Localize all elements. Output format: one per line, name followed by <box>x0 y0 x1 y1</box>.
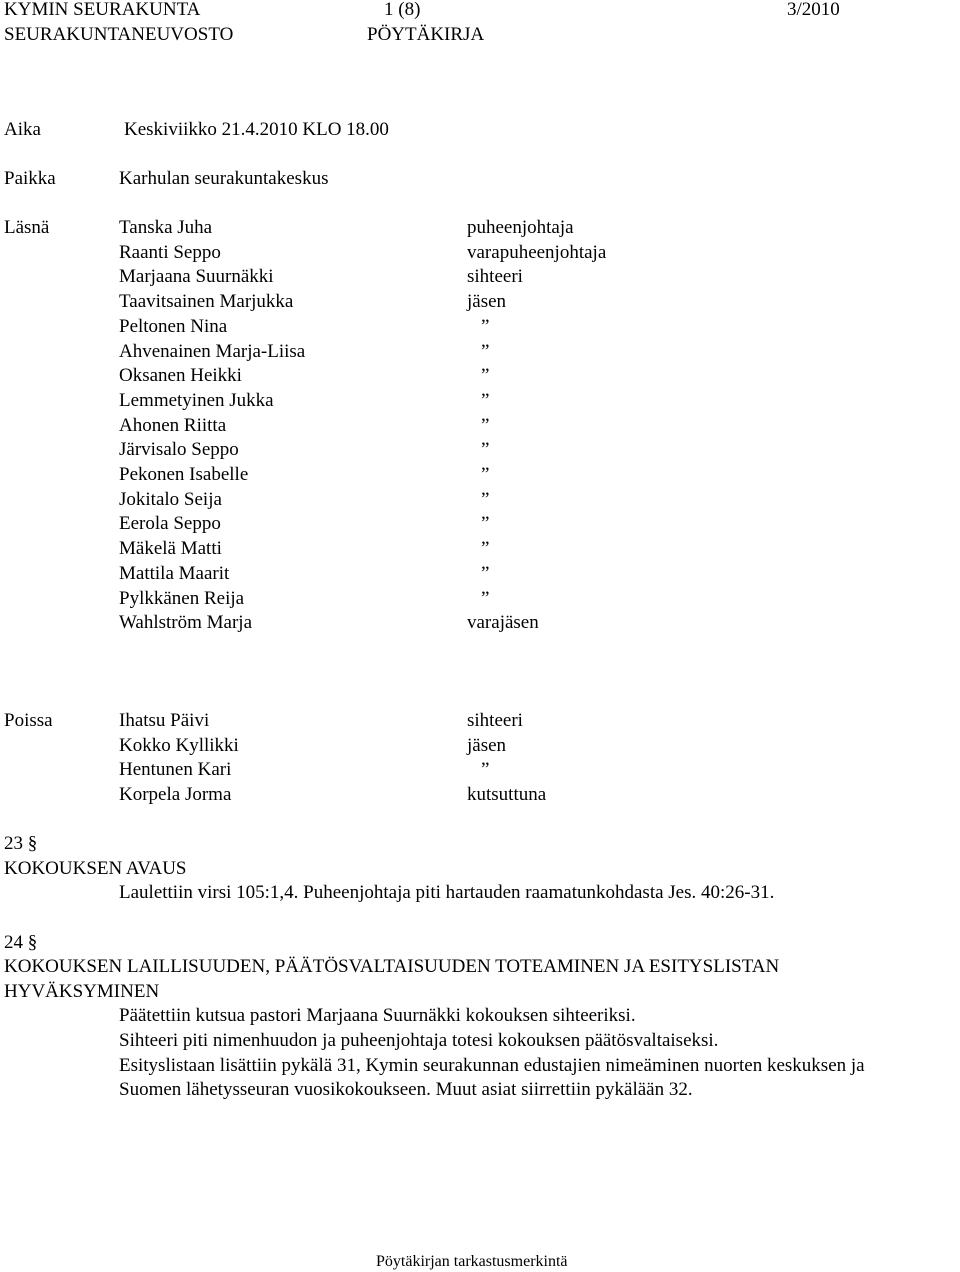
member-role-ditto: ” <box>481 538 490 560</box>
member-role-ditto: ” <box>481 315 490 337</box>
page-number: 1 (8) <box>384 0 421 20</box>
document-type: PÖYTÄKIRJA <box>367 24 485 45</box>
member-name: Wahlström Marja <box>119 612 253 634</box>
member-role-ditto: ” <box>481 340 490 362</box>
member-name: Ahvenainen Marja-Liisa <box>119 340 306 362</box>
member-name: Lemmetyinen Jukka <box>119 389 274 411</box>
member-role: kutsuttuna <box>467 784 547 806</box>
member-name: Mäkelä Matti <box>119 538 222 560</box>
member-role: sihteeri <box>467 266 523 288</box>
member-role-ditto: ” <box>481 389 490 411</box>
member-role-ditto: ” <box>481 562 490 584</box>
time-label: Aika <box>4 119 41 140</box>
section-24-paragraph: Esityslistaan lisättiin pykälä 31, Kymin seurakunnan edustajien nimeäminen nuorten keskuksen ja <box>119 1055 865 1076</box>
member-name: Ahonen Riitta <box>119 414 227 436</box>
member-name: Mattila Maarit <box>119 562 230 584</box>
member-name: Pylkkänen Reija <box>119 587 245 609</box>
section-23-title: KOKOUKSEN AVAUS <box>4 858 187 879</box>
member-name: Pekonen Isabelle <box>119 464 249 485</box>
member-name: Peltonen Nina <box>119 315 228 337</box>
time-value: Keskiviikko 21.4.2010 KLO 18.00 <box>124 119 389 140</box>
member-name: Kokko Kyllikki <box>119 734 239 756</box>
member-name: Marjaana Suurnäkki <box>119 266 274 288</box>
member-role-ditto: ” <box>481 513 490 535</box>
member-name: Hentunen Kari <box>119 759 232 781</box>
absent-label: Poissa <box>4 710 53 731</box>
member-role-ditto: ” <box>481 439 490 461</box>
section-23-paragraph: Laulettiin virsi 105:1,4. Puheenjohtaja piti hartauden raamatunkohdasta Jes. 40:26-31. <box>119 882 775 903</box>
member-role-ditto: ” <box>481 587 490 609</box>
member-role: varajäsen <box>467 612 539 634</box>
place-value: Karhulan seurakuntakeskus <box>119 168 329 189</box>
section-24-paragraph: Suomen lähetysseuran vuosikokoukseen. Muut asiat siirrettiin pykälään 32. <box>119 1079 693 1100</box>
member-role-ditto: ” <box>481 488 490 510</box>
member-role: jäsen <box>467 291 507 313</box>
section-24-paragraph: Sihteeri piti nimenhuudon ja puheenjohtaja totesi kokouksen päätösvaltaiseksi. <box>119 1030 719 1051</box>
member-role: jäsen <box>467 734 507 756</box>
member-name: Tanska Juha <box>119 217 213 238</box>
member-role-ditto: ” <box>481 464 490 485</box>
place-label: Paikka <box>4 168 56 189</box>
member-name: Eerola Seppo <box>119 513 221 535</box>
section-24-title-continued: HYVÄKSYMINEN <box>4 981 160 1002</box>
meeting-number: 3/2010 <box>787 0 840 20</box>
member-role: sihteeri <box>467 710 523 731</box>
member-role: puheenjohtaja <box>467 217 574 238</box>
section-23-number: 23 § <box>4 833 38 854</box>
organization-name: KYMIN SEURAKUNTA <box>4 0 201 20</box>
member-name: Raanti Seppo <box>119 241 221 263</box>
member-name: Jokitalo Seija <box>119 488 222 510</box>
member-name: Korpela Jorma <box>119 784 232 806</box>
member-role-ditto: ” <box>481 414 490 436</box>
section-24-title: KOKOUKSEN LAILLISUUDEN, PÄÄTÖSVALTAISUUDEN TOTEAMINEN JA ESITYSLISTAN <box>4 956 780 977</box>
member-name: Taavitsainen Marjukka <box>119 291 294 313</box>
member-name: Ihatsu Päivi <box>119 710 210 731</box>
member-name: Järvisalo Seppo <box>119 439 239 461</box>
organization-unit: SEURAKUNTANEUVOSTO <box>4 24 234 45</box>
member-role-ditto: ” <box>481 365 490 387</box>
present-label: Läsnä <box>4 217 50 238</box>
member-role: varapuheenjohtaja <box>467 241 607 263</box>
review-mark-footer: Pöytäkirjan tarkastusmerkintä <box>376 1253 568 1270</box>
section-24-paragraph: Päätettiin kutsua pastori Marjaana Suurnäkki kokouksen sihteeriksi. <box>119 1005 636 1026</box>
member-role-ditto: ” <box>481 759 490 781</box>
member-name: Oksanen Heikki <box>119 365 242 387</box>
section-24-number: 24 § <box>4 932 38 953</box>
